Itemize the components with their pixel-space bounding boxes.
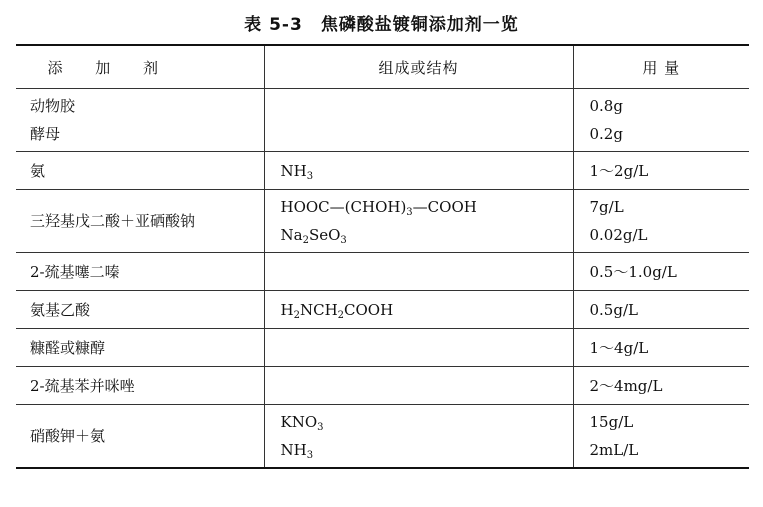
structure-formula: $NH_3$ [280,161,314,182]
cell-additive [16,367,264,405]
additive-name: 2-巯基噻二嗪 [30,262,120,281]
additive-name: 2-巯基苯并咪唑 [30,376,135,395]
cell-amount [573,291,749,329]
additive-name: 酵母 [30,125,61,143]
table-row [16,89,749,152]
cell-additive [16,291,264,329]
cell-additive [16,405,264,469]
cell-additive [16,329,264,367]
cell-structure [264,405,573,469]
table-title: 焦磷酸盐镀铜添加剂一览 [320,15,519,35]
table-row [16,405,749,469]
header-structure: 组成或结构 [264,45,573,89]
amount-value: 2mL/L [589,441,639,459]
cell-structure [264,253,573,291]
structure-formula: $KNO_3$ [280,413,324,433]
table-header-row [16,45,749,89]
header-additive: 添 加 剂 [16,45,264,89]
amount-value: 0.5～1.0g/L [589,262,677,281]
cell-structure [264,329,573,367]
amount-value: 15g/L [589,413,634,431]
table-row [16,190,749,253]
cell-structure [264,367,573,405]
cell-structure [264,152,573,190]
amount-value: 0.02g/L [589,226,648,244]
cell-additive [16,152,264,190]
structure-formula: $NH_3$ [280,441,314,461]
amount-value: 0.5g/L [589,300,638,319]
additive-name: 糠醛或糠醇 [30,338,106,357]
structure-formula: $H_2NCH_2COOH$ [280,300,394,321]
amount-value: 0.2g [589,125,623,143]
cell-amount [573,405,749,469]
additives-table [16,44,749,469]
cell-structure [264,89,573,152]
amount-value: 2～4mg/L [589,376,663,395]
additive-name: 动物胶 [30,97,76,115]
cell-amount [573,152,749,190]
additive-name: 三羟基戊二酸＋亚硒酸钠 [30,212,196,230]
amount-value: 0.8g [589,97,623,115]
structure-formula: $HOOC—(CHOH)_3—COOH$ [280,198,477,218]
cell-amount [573,253,749,291]
amount-value: 7g/L [589,198,624,216]
cell-structure [264,291,573,329]
header-amount: 用 量 [573,45,749,89]
additive-name: 硝酸钾＋氨 [30,427,106,445]
additive-name: 氨 [30,161,46,180]
additive-name: 氨基乙酸 [30,300,91,319]
table-row [16,291,749,329]
cell-amount [573,89,749,152]
cell-additive [16,89,264,152]
cell-amount [573,367,749,405]
cell-additive [16,253,264,291]
cell-amount [573,329,749,367]
cell-amount [573,190,749,253]
table-caption [0,10,763,35]
amount-value: 1～4g/L [589,338,649,357]
cell-additive [16,190,264,253]
table-row [16,367,749,405]
structure-formula: $Na_2SeO_3$ [280,226,347,246]
table-body [16,89,749,469]
table-number: 表 5-3 [244,15,303,35]
table-row [16,253,749,291]
table-row [16,329,749,367]
table-row [16,152,749,190]
cell-structure [264,190,573,253]
amount-value: 1～2g/L [589,161,649,180]
